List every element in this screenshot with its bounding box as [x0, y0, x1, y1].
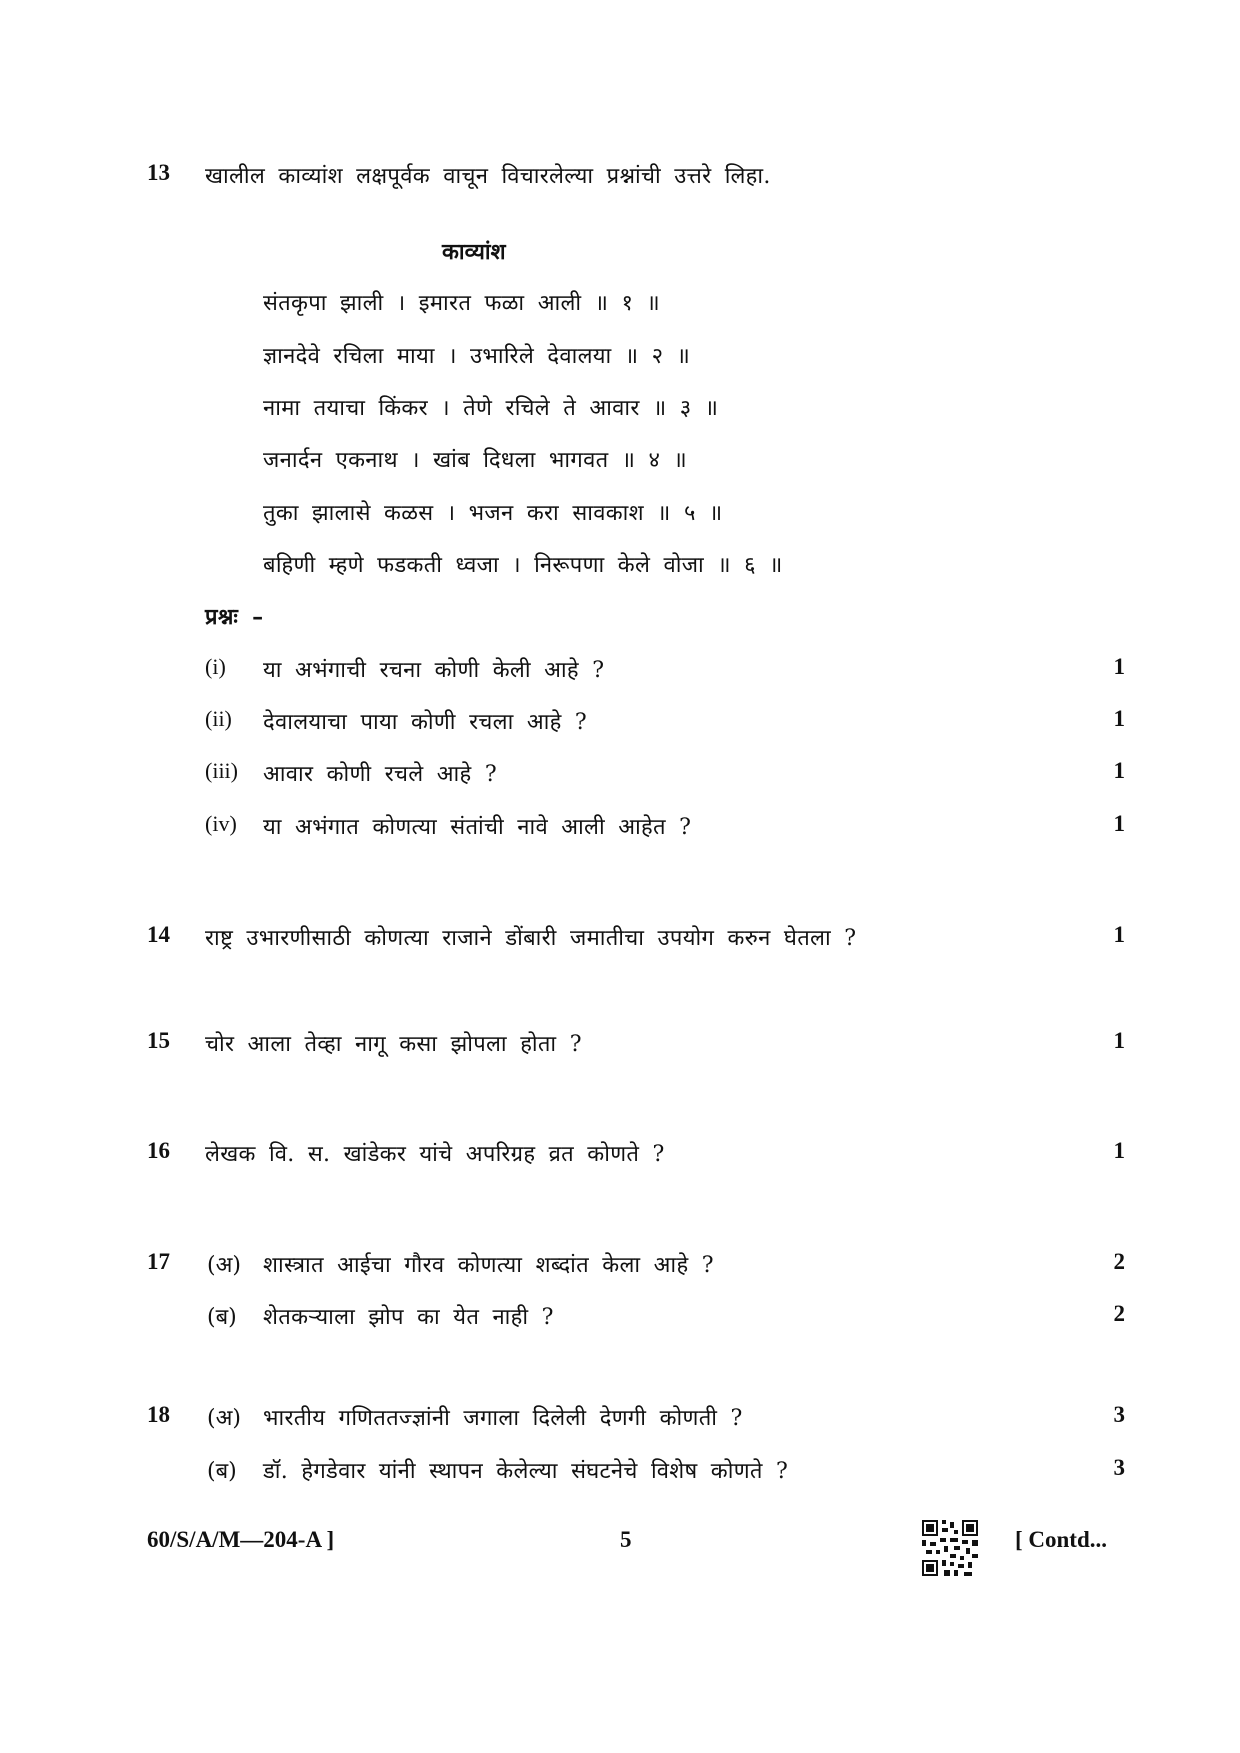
marks: 1: [1113, 922, 1125, 947]
sub-question-label: (ब): [207, 1459, 237, 1484]
marks: 1: [1113, 706, 1125, 731]
sub-question-text: आवार कोणी रचले आहे ?: [263, 762, 497, 787]
question-15-number: 15: [147, 1028, 170, 1053]
question-18-number: 18: [147, 1402, 170, 1427]
marks: 3: [1113, 1402, 1125, 1427]
sub-question-text: या अभंगाची रचना कोणी केली आहे ?: [263, 658, 605, 683]
sub-question-text: शेतकऱ्याला झोप का येत नाही ?: [263, 1305, 554, 1330]
sub-question-text: देवालयाचा पाया कोणी रचला आहे ?: [263, 710, 588, 735]
marks: 1: [1113, 758, 1125, 783]
poem-line-6: बहिणी म्हणे फडकती ध्वजा । निरूपणा केले वोजा ॥ ६ ॥: [263, 553, 783, 578]
question-16-number: 16: [147, 1138, 170, 1163]
sub-question-label: (अ): [207, 1253, 241, 1278]
poem-line-1: संतकृपा झाली । इमारत फळा आली ॥ १ ॥: [263, 291, 660, 316]
question-13-number: 13: [147, 160, 170, 185]
marks: 1: [1113, 1138, 1125, 1163]
sub-question-label: (iv): [205, 811, 237, 836]
poem-line-5: तुका झालासे कळस । भजन करा सावकाश ॥ ५ ॥: [263, 501, 723, 526]
question-14-text: राष्ट्र उभारणीसाठी कोणत्या राजाने डोंबारी जमातीचा उपयोग करुन घेतला ?: [205, 926, 857, 951]
qr-code-icon: [922, 1520, 978, 1576]
poem-line-2: ज्ञानदेवे रचिला माया । उभारिले देवालया ॥ २ ॥: [263, 344, 691, 369]
sub-question-label: (i): [205, 654, 226, 679]
sub-question-label: (iii): [205, 758, 238, 783]
question-17-number: 17: [147, 1249, 170, 1274]
sub-question-text: डॉ. हेगडेवार यांनी स्थापन केलेल्या संघटनेचे विशेष कोणते ?: [263, 1459, 789, 1484]
paper-code: 60/S/A/M—204-A ]: [147, 1527, 335, 1552]
marks: 1: [1113, 1028, 1125, 1053]
question-13-instruction: खालील काव्यांश लक्षपूर्वक वाचून विचारलेल्या प्रश्नांची उत्तरे लिहा.: [205, 164, 771, 189]
poem-line-4: जनार्दन एकनाथ । खांब दिधला भागवत ॥ ४ ॥: [263, 448, 688, 473]
sub-question-label: (अ): [207, 1406, 241, 1431]
marks: 2: [1113, 1301, 1125, 1326]
question-15-text: चोर आला तेव्हा नागू कसा झोपला होता ?: [205, 1032, 582, 1057]
question-16-text: लेखक वि. स. खांडेकर यांचे अपरिग्रह व्रत कोणते ?: [205, 1142, 665, 1167]
poem-heading: काव्यांश: [442, 239, 506, 265]
sub-question-text: शास्त्रात आईचा गौरव कोणत्या शब्दांत केला आहे ?: [263, 1253, 714, 1278]
marks: 3: [1113, 1455, 1125, 1480]
question-14-number: 14: [147, 922, 170, 947]
sub-question-text: या अभंगात कोणत्या संतांची नावे आली आहेत ?: [263, 815, 692, 840]
questions-label: प्रश्नः –: [205, 604, 264, 630]
sub-question-text: भारतीय गणिततज्ज्ञांनी जगाला दिलेली देणगी कोणती ?: [263, 1406, 743, 1431]
marks: 2: [1113, 1249, 1125, 1274]
marks: 1: [1113, 811, 1125, 836]
poem-line-3: नामा तयाचा किंकर । तेणे रचिले ते आवार ॥ ३ ॥: [263, 396, 719, 421]
sub-question-label: (ब): [207, 1305, 237, 1330]
continued-label: [ Contd...: [1015, 1527, 1108, 1552]
sub-question-label: (ii): [205, 706, 232, 731]
page-number: 5: [620, 1527, 632, 1552]
marks: 1: [1113, 654, 1125, 679]
